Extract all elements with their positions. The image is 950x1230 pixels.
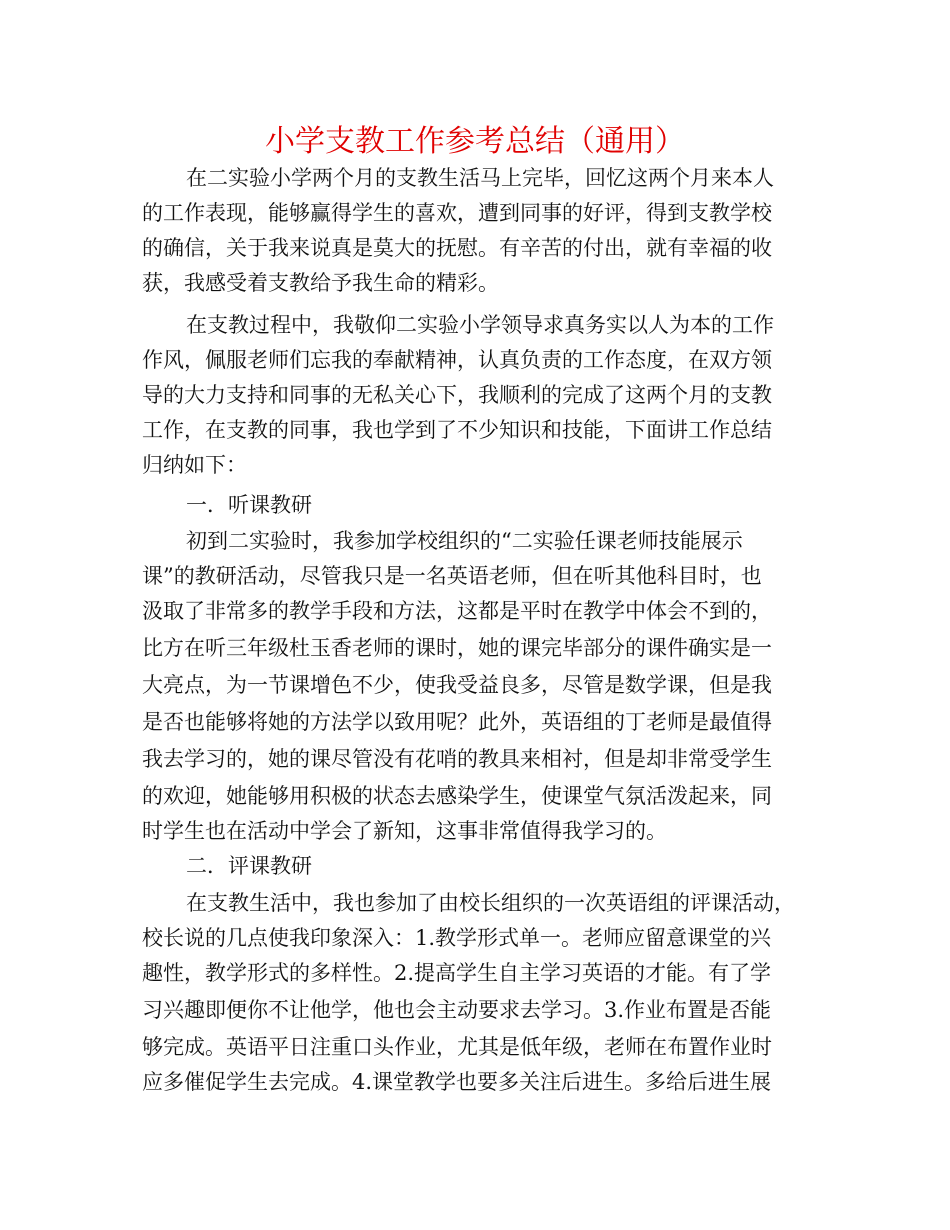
text-line: 习兴趣即便你不让他学，他也会主动要求去学习。3.作业布置是否能 xyxy=(142,998,772,1022)
text-line: 汲取了非常多的教学手段和方法，这都是平时在教学中体会不到的， xyxy=(142,599,772,623)
text-line: 比方在听三年级杜玉香老师的课时，她的课完毕部分的课件确实是一 xyxy=(142,636,772,660)
section-heading: 一．听课教研 xyxy=(186,493,312,517)
text-line: 趣性，教学形式的多样性。2.提高学生自主学习英语的才能。有了学 xyxy=(142,961,772,985)
text-line: 是否也能够将她的方法学以致用呢？此外，英语组的丁老师是最值得 xyxy=(142,710,772,734)
text-line: 时学生也在活动中学会了新知，这事非常值得我学习的。 xyxy=(142,819,667,843)
text-line: 应多催促学生去完成。4.课堂教学也要多关注后进生。多给后进生展 xyxy=(142,1070,772,1094)
text-line: 的欢迎，她能够用积极的状态去感染学生，使课堂气氛活泼起来，同 xyxy=(142,784,772,808)
section-heading: 二．评课教研 xyxy=(186,854,312,878)
text-line: 作风，佩服老师们忘我的奉献精神，认真负责的工作态度，在双方领 xyxy=(142,348,772,372)
text-line: 校长说的几点使我印象深入：1.教学形式单一。老师应留意课堂的兴 xyxy=(142,926,772,950)
text-line: 在支教过程中，我敬仰二实验小学领导求真务实以人为本的工作 xyxy=(186,313,774,337)
text-line: 获，我感受着支教给予我生命的精彩。 xyxy=(142,271,499,295)
text-line: 够完成。英语平日注重口头作业，尤其是低年级，老师在布置作业时 xyxy=(142,1035,772,1059)
text-line: 初到二实验时，我参加学校组织的“二实验任课老师技能展示 xyxy=(186,529,743,553)
text-line: 导的大力支持和同事的无私关心下，我顺利的完成了这两个月的支教 xyxy=(142,383,772,407)
text-line: 工作，在支教的同事，我也学到了不少知识和技能，下面讲工作总结 xyxy=(142,418,772,442)
text-line: 在二实验小学两个月的支教生活马上完毕，回忆这两个月来本人 xyxy=(186,166,774,190)
text-line: 课”的教研活动，尽管我只是一名英语老师，但在听其他科目时，也 xyxy=(142,564,762,588)
text-line: 的工作表现，能够赢得学生的喜欢，遭到同事的好评，得到支教学校 xyxy=(142,201,772,225)
document-title: 小学支教工作参考总结（通用） xyxy=(265,124,685,159)
text-line: 大亮点，为一节课增色不少，使我受益良多，尽管是数学课，但是我 xyxy=(142,673,772,697)
text-line: 的确信，关于我来说真是莫大的抚慰。有辛苦的付出，就有幸福的收 xyxy=(142,236,772,260)
text-line: 我去学习的，她的课尽管没有花哨的教具来相衬，但是却非常受学生 xyxy=(142,747,772,771)
text-line: 归纳如下： xyxy=(142,453,247,477)
text-line: 在支教生活中，我也参加了由校长组织的一次英语组的评课活动， xyxy=(186,891,795,915)
